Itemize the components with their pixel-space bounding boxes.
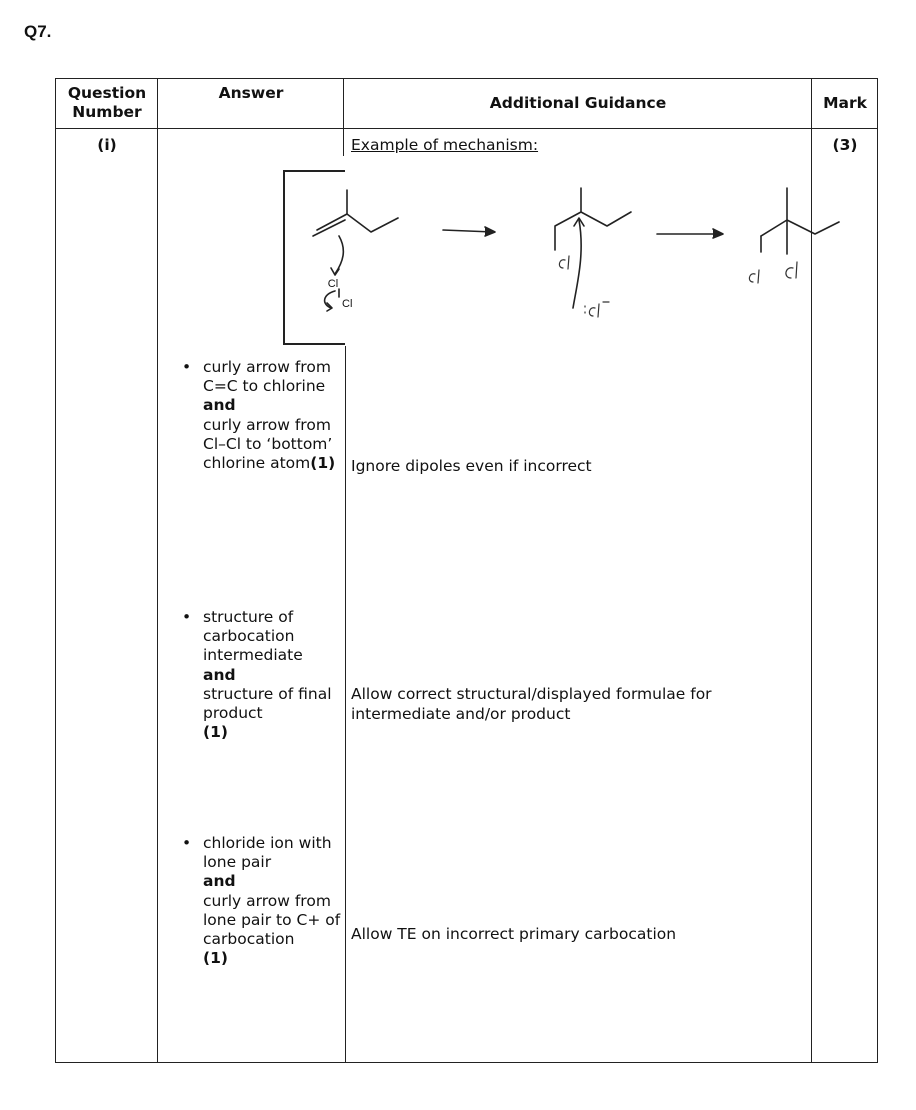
- point-1-mark: (1): [310, 454, 336, 473]
- intermediate-skeleton: [555, 188, 581, 250]
- handwritten-labels: [559, 256, 797, 317]
- question-label: Q7.: [24, 22, 52, 41]
- mark-scheme-table: Question Number Answer Additional Guidance Mark (i) (3) Example of mechanism: Cl Cl • curly arrow from C=C to chlorine and curly arrow from Cl–Cl to ‘bottom’ chlorine atom(1) • structure of carbocation intermediate and structure of final product (1) • chloride ion with lone pair and curly arrow from lone pair to C+ of carbocation (1) Ignore dipoles even if incorrect Allow correct structural/displayed formulae for intermediate and/or product Allow TE on incorrect primary carbocation: [55, 78, 878, 1063]
- header-mark: Mark: [823, 94, 867, 112]
- reactant-skeleton: [347, 190, 398, 232]
- product-skeleton: [761, 220, 839, 236]
- header-question-number: Question Number: [67, 84, 147, 121]
- cl-bottom-label: Cl: [342, 298, 353, 310]
- guidance-2: Allow correct structural/displayed formulae for intermediate and/or product: [351, 685, 712, 723]
- guidance-1: Ignore dipoles even if incorrect: [351, 457, 592, 475]
- cl-top-label: Cl: [327, 278, 339, 290]
- point-3-mark: (1): [203, 949, 228, 968]
- header-additional-guidance: Additional Guidance: [489, 94, 667, 112]
- mechanism-heading: Example of mechanism:: [351, 136, 539, 154]
- guidance-3: Allow TE on incorrect primary carbocation: [351, 925, 677, 943]
- part-label: (i): [97, 136, 117, 154]
- header-answer: Answer: [218, 84, 284, 102]
- mechanism-diagram: [285, 174, 845, 344]
- mark-value: (3): [832, 136, 858, 154]
- curly-arrow-lone-pair: [573, 220, 581, 308]
- point-2-mark: (1): [203, 723, 228, 742]
